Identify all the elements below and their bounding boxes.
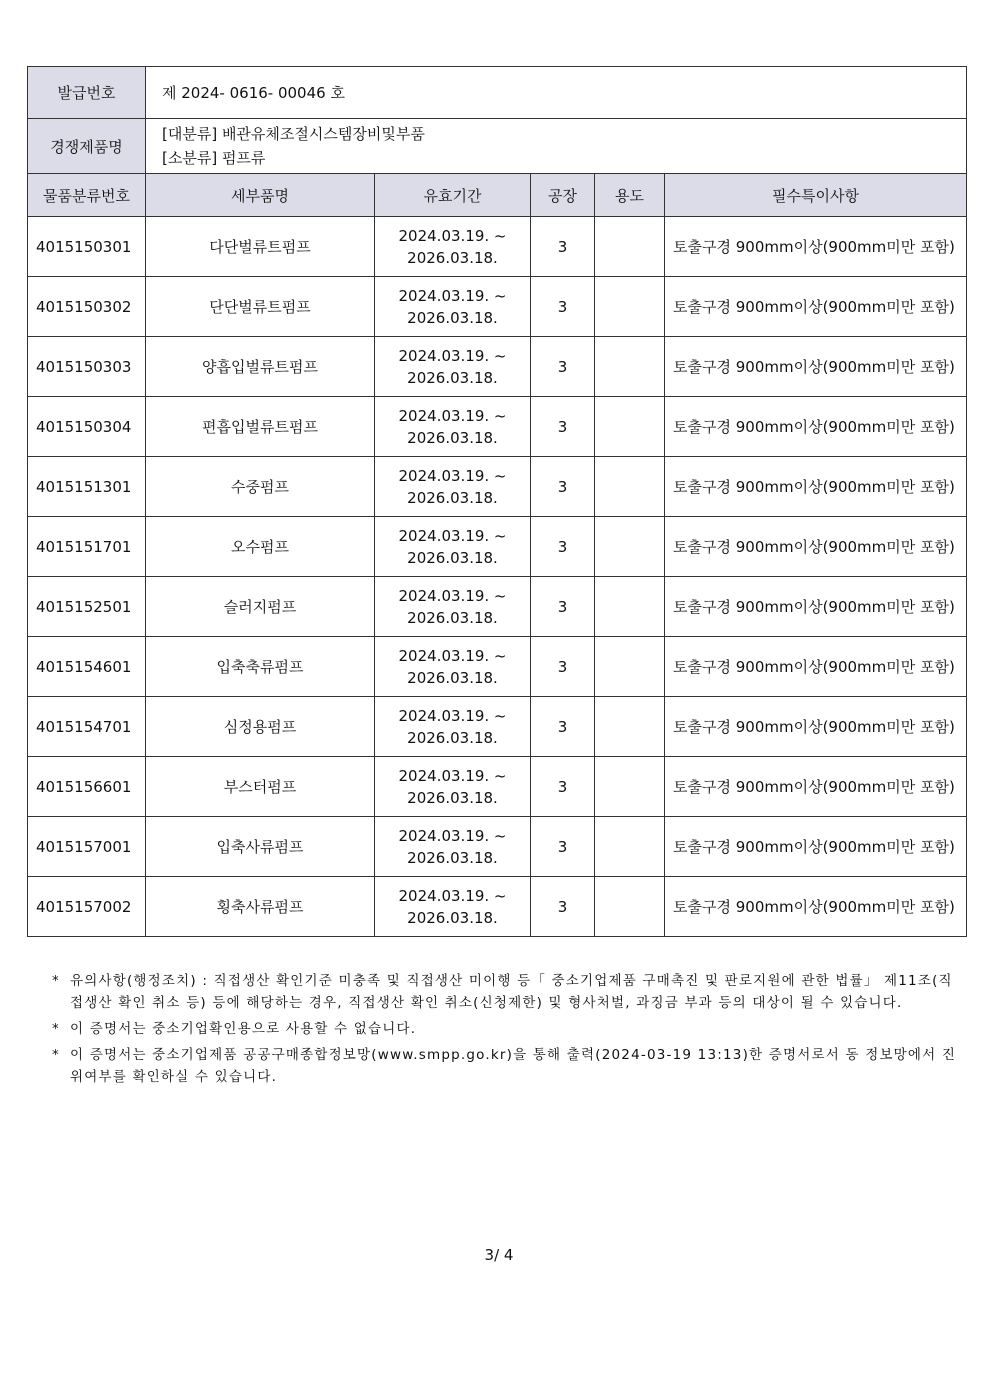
table-row — [28, 277, 967, 337]
cell-usage — [595, 757, 665, 817]
valid-from: 2024.03.19. ~ — [398, 526, 507, 545]
cell-item-code: 4015152501 — [28, 577, 146, 637]
cell-item-code: 4015150303 — [28, 337, 146, 397]
cell-item-name: 수중펌프 — [146, 457, 375, 517]
cell-item-name: 양흡입벌류트펌프 — [146, 337, 375, 397]
valid-from: 2024.03.19. ~ — [398, 586, 507, 605]
valid-to: 2026.03.18. — [407, 548, 498, 567]
category-major: [대분류] 배관유체조절시스템장비및부품 — [162, 125, 425, 143]
cell-valid-period — [375, 517, 531, 577]
cell-item-name: 오수펌프 — [146, 517, 375, 577]
cell-item-name: 심정용펌프 — [146, 697, 375, 757]
note-text: 이 증명서는 중소기업제품 공공구매종합정보망(www.smpp.go.kr)을 통해 출력(2024-03-19 13:13)한 증명서로서 동 정보망에서 진위여부를 확인하실 수 있습니다. — [70, 1047, 957, 1085]
cell-valid-period — [375, 877, 531, 937]
cell-valid-period — [375, 817, 531, 877]
cell-required-note: 토출구경 900mm이상(900mm미만 포함) — [665, 577, 967, 637]
valid-to: 2026.03.18. — [407, 788, 498, 807]
cell-factory: 3 — [531, 337, 595, 397]
cell-valid-period — [375, 457, 531, 517]
cell-valid-period — [375, 577, 531, 637]
cell-valid-period — [375, 337, 531, 397]
product-name-label: 경쟁제품명 — [28, 119, 146, 174]
valid-from: 2024.03.19. ~ — [398, 466, 507, 485]
valid-from: 2024.03.19. ~ — [398, 406, 507, 425]
cell-required-note: 토출구경 900mm이상(900mm미만 포함) — [665, 517, 967, 577]
valid-to: 2026.03.18. — [407, 428, 498, 447]
cell-required-note: 토출구경 900mm이상(900mm미만 포함) — [665, 697, 967, 757]
cell-required-note: 토출구경 900mm이상(900mm미만 포함) — [665, 457, 967, 517]
note-bullet: * — [52, 1047, 60, 1063]
valid-to: 2026.03.18. — [407, 668, 498, 687]
cell-item-name: 슬러지펌프 — [146, 577, 375, 637]
cell-valid-period — [375, 757, 531, 817]
cell-usage — [595, 817, 665, 877]
certificate-table — [27, 66, 967, 937]
category-minor: [소분류] 펌프류 — [162, 149, 266, 167]
col-header-code: 물품분류번호 — [28, 174, 146, 217]
table-row — [28, 517, 967, 577]
cell-required-note: 토출구경 900mm이상(900mm미만 포함) — [665, 277, 967, 337]
cell-usage — [595, 877, 665, 937]
cell-usage — [595, 217, 665, 277]
cell-item-name: 부스터펌프 — [146, 757, 375, 817]
cell-factory: 3 — [531, 637, 595, 697]
cell-factory: 3 — [531, 397, 595, 457]
cell-valid-period — [375, 217, 531, 277]
valid-to: 2026.03.18. — [407, 908, 498, 927]
valid-from: 2024.03.19. ~ — [398, 886, 507, 905]
cell-valid-period — [375, 637, 531, 697]
cell-required-note: 토출구경 900mm이상(900mm미만 포함) — [665, 877, 967, 937]
note-bullet: * — [52, 1021, 60, 1037]
cell-factory: 3 — [531, 517, 595, 577]
col-header-factory: 공장 — [531, 174, 595, 217]
cell-usage — [595, 577, 665, 637]
cell-factory: 3 — [531, 457, 595, 517]
column-header-row — [28, 174, 967, 217]
cell-usage — [595, 697, 665, 757]
cell-item-name: 입축축류펌프 — [146, 637, 375, 697]
cell-required-note: 토출구경 900mm이상(900mm미만 포함) — [665, 757, 967, 817]
cell-item-code: 4015151701 — [28, 517, 146, 577]
cell-factory: 3 — [531, 757, 595, 817]
cell-item-code: 4015154701 — [28, 697, 146, 757]
cell-required-note: 토출구경 900mm이상(900mm미만 포함) — [665, 337, 967, 397]
table-row — [28, 457, 967, 517]
cell-item-code: 4015154601 — [28, 637, 146, 697]
cell-item-name: 다단벌류트펌프 — [146, 217, 375, 277]
cell-valid-period — [375, 277, 531, 337]
table-row — [28, 757, 967, 817]
notes-section — [52, 970, 967, 1092]
cell-item-code: 4015150301 — [28, 217, 146, 277]
table-row — [28, 397, 967, 457]
valid-from: 2024.03.19. ~ — [398, 766, 507, 785]
table-row — [28, 637, 967, 697]
cell-item-name: 입축사류펌프 — [146, 817, 375, 877]
cell-valid-period — [375, 697, 531, 757]
cell-factory: 3 — [531, 217, 595, 277]
valid-from: 2024.03.19. ~ — [398, 346, 507, 365]
cell-factory: 3 — [531, 877, 595, 937]
note-item — [52, 970, 967, 1014]
cell-usage — [595, 277, 665, 337]
cell-usage — [595, 397, 665, 457]
col-header-note: 필수특이사항 — [665, 174, 967, 217]
cell-factory: 3 — [531, 697, 595, 757]
cell-factory: 3 — [531, 577, 595, 637]
cell-item-code: 4015150304 — [28, 397, 146, 457]
valid-to: 2026.03.18. — [407, 248, 498, 267]
cell-required-note: 토출구경 900mm이상(900mm미만 포함) — [665, 397, 967, 457]
valid-to: 2026.03.18. — [407, 488, 498, 507]
cell-item-name: 횡축사류펌프 — [146, 877, 375, 937]
cell-factory: 3 — [531, 277, 595, 337]
cell-required-note: 토출구경 900mm이상(900mm미만 포함) — [665, 637, 967, 697]
valid-to: 2026.03.18. — [407, 848, 498, 867]
table-row — [28, 577, 967, 637]
cell-required-note: 토출구경 900mm이상(900mm미만 포함) — [665, 817, 967, 877]
valid-from: 2024.03.19. ~ — [398, 706, 507, 725]
col-header-usage: 용도 — [595, 174, 665, 217]
table-row — [28, 337, 967, 397]
col-header-name: 세부품명 — [146, 174, 375, 217]
cell-valid-period — [375, 397, 531, 457]
table-row — [28, 697, 967, 757]
issue-number-value: 제 2024- 0616- 00046 호 — [146, 67, 967, 119]
issue-number-label: 발급번호 — [28, 67, 146, 119]
note-text: 이 증명서는 중소기업확인용으로 사용할 수 없습니다. — [70, 1021, 417, 1037]
table-row — [28, 877, 967, 937]
valid-from: 2024.03.19. ~ — [398, 286, 507, 305]
cell-usage — [595, 637, 665, 697]
valid-to: 2026.03.18. — [407, 608, 498, 627]
cell-factory: 3 — [531, 817, 595, 877]
note-text: 유의사항(행정조치) : 직접생산 확인기준 미충족 및 직접생산 미이행 등「 중소기업제품 구매촉진 및 판로지원에 관한 법률」 제11조(직접생산 확인 취소 등) 등에 해당하는 경우, 직접생산 확인 취소(신청제한) 및 형사처벌, 과징금 부과 등의 대상이 될 수 있습니다. — [70, 973, 953, 1011]
valid-to: 2026.03.18. — [407, 728, 498, 747]
note-item — [52, 1018, 967, 1040]
valid-to: 2026.03.18. — [407, 368, 498, 387]
cell-item-code: 4015157002 — [28, 877, 146, 937]
page-number: 3/ 4 — [484, 1246, 514, 1264]
note-item — [52, 1044, 967, 1088]
cell-item-code: 4015156601 — [28, 757, 146, 817]
table-row — [28, 817, 967, 877]
cell-usage — [595, 337, 665, 397]
cell-item-code: 4015150302 — [28, 277, 146, 337]
cell-usage — [595, 517, 665, 577]
cell-required-note: 토출구경 900mm이상(900mm미만 포함) — [665, 217, 967, 277]
note-bullet: * — [52, 973, 60, 989]
cell-usage — [595, 457, 665, 517]
cell-item-code: 4015151301 — [28, 457, 146, 517]
cell-item-name: 단단벌류트펌프 — [146, 277, 375, 337]
valid-from: 2024.03.19. ~ — [398, 826, 507, 845]
valid-from: 2024.03.19. ~ — [398, 646, 507, 665]
table-row — [28, 217, 967, 277]
product-category-cell — [146, 119, 967, 174]
valid-from: 2024.03.19. ~ — [398, 226, 507, 245]
product-name-row — [28, 119, 967, 174]
valid-to: 2026.03.18. — [407, 308, 498, 327]
issue-number-row — [28, 67, 967, 119]
cell-item-code: 4015157001 — [28, 817, 146, 877]
cell-item-name: 편흡입벌류트펌프 — [146, 397, 375, 457]
col-header-period: 유효기간 — [375, 174, 531, 217]
